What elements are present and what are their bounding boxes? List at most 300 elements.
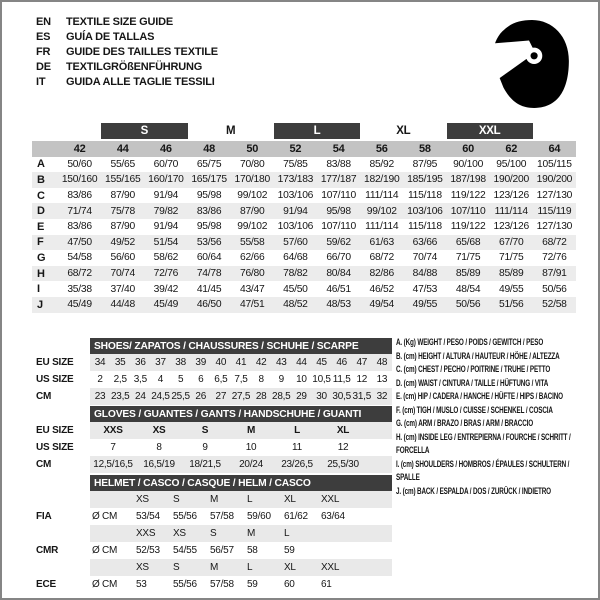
cell: GUIDA ALLE TAGLIE TESSILI [66,75,215,88]
cell: 66/70 [326,252,351,264]
helmet-icon [486,18,572,110]
helmet-fia-sizes-spacer [32,491,90,508]
row-label: C [37,189,45,202]
cell: Ø CM [92,511,118,522]
cell: 87/90 [110,190,135,202]
helmet-fia-row [32,508,392,525]
language-row-de [36,59,218,74]
cell: 41/45 [196,283,222,295]
gloves-table [32,406,392,473]
shoes-us-row [32,371,392,388]
cell: 45/49 [153,299,179,311]
cell: 187/198 [450,174,486,186]
cell: 3,5 [133,374,147,385]
cell: 23,5 [110,391,130,402]
cell: XL [336,425,350,436]
helmet-cmr-label: CMR [36,545,59,556]
cell: 150/160 [61,174,98,186]
language-row-en [36,14,218,29]
shoes-eu-values [90,354,392,371]
cell: 155/165 [105,174,141,186]
table-row-c [32,188,576,204]
cell: L [284,528,290,539]
gloves-eu-values [90,422,392,439]
row-label: F [37,236,44,249]
cell: 46 [160,142,172,155]
garment-size-table [32,123,576,313]
cell: 115/118 [407,221,442,233]
helmet-ece-sizes [90,559,392,576]
gloves-cm-row [32,456,392,473]
shoes-eu-label: EU SIZE [36,357,74,368]
cell: J. (cm) BACK / ESPALDA / DOS / ZURÜCK / INDIETRO [396,485,551,496]
cell: 6,5 [214,374,228,385]
cell: 31,5 [352,391,372,402]
row-label: E [37,220,45,233]
cell: 62/66 [239,252,265,264]
cell: 74/78 [196,268,222,280]
cell: 10 [296,374,307,385]
cell: 190/200 [493,174,529,186]
row-label: B [37,173,45,186]
cell: 68/72 [369,252,394,264]
table-row-h [32,266,576,282]
cell: 53/54 [136,511,160,522]
cell: 111/114 [365,190,399,202]
cell: 37 [155,357,166,368]
cell: 25,5/30 [327,459,359,470]
cell: 27,5 [231,391,251,402]
helmet-fia-sizes [90,491,392,508]
helmet-fia-values [90,508,392,525]
cell: 53 [136,579,147,590]
cell: 85/92 [369,158,394,170]
cell: 95/98 [196,190,222,202]
cell: 27 [215,391,227,402]
cell: 47 [356,357,368,368]
cell: 91/94 [153,190,179,202]
cell: 24,5 [151,391,170,402]
cell: 35 [114,357,126,368]
cell: L [294,425,300,436]
shoes-cm-values [90,388,392,405]
cell: 70/74 [110,268,135,280]
cell: 50 [246,142,259,155]
cell: 111/114 [365,221,399,233]
cell: 91/94 [153,221,179,233]
cell: F. (cm) TIGH / MUSLO / CUISSE / SCHENKEL / COSCIA [396,404,553,415]
cell: 91/94 [283,205,308,217]
cell: 40 [215,357,227,368]
cell: 54 [332,142,345,155]
size-group-m: M [225,125,236,137]
cell: EN [36,15,51,28]
shoes-table [32,338,392,405]
cell: XS [173,528,186,539]
size-group-l: L [274,123,360,139]
cell: 56/57 [210,545,234,556]
cell: 25,5 [171,391,190,402]
cell: 119/122 [450,190,486,202]
cell: 65/68 [455,236,481,248]
cell: 70/80 [239,158,265,170]
cell: 7,5 [234,374,248,385]
cell: 12 [356,374,368,385]
cell: 28,5 [272,391,291,402]
cell: GUIDE DES TAILLES TEXTILE [66,45,218,58]
gloves-cm-values [90,456,392,473]
row-label: D [37,205,45,218]
gloves-eu-row [32,422,392,439]
gloves-title: GLOVES / GUANTES / GANTS / HANDSCHUHE / GUANTI [90,406,392,422]
cell: 55/58 [239,236,265,248]
cell: 103/106 [277,221,314,233]
cell: 61/62 [284,511,308,522]
cell: 54/55 [173,545,197,556]
cell: 51/56 [498,299,524,311]
cell: 85/89 [455,268,481,280]
cell: 90/100 [453,158,484,170]
helmet-table [32,475,392,593]
cell: 190/200 [536,174,573,186]
cell: 83/88 [326,158,351,170]
cell: 6 [198,374,204,385]
cell: 16,5/19 [143,459,175,470]
cell: 20/24 [239,459,263,470]
cell: 26 [195,391,207,402]
language-header [36,14,218,89]
size-group-s: S [101,123,187,139]
cell: 5 [177,374,184,385]
gloves-eu-label: EU SIZE [36,425,74,436]
cell: 2,5 [113,374,127,385]
cell: 32 [376,391,388,402]
cell: 36 [135,357,146,368]
shoes-us-values [90,371,392,388]
cell: 48 [203,142,215,155]
cell: XS [152,425,166,436]
cell: 12 [337,442,349,453]
cell: 111/114 [494,205,528,217]
helmet-cmr-sizes-row [32,525,392,542]
helmet-cmr-values [90,542,392,559]
cell: 37/40 [110,283,135,295]
gloves-us-values [90,439,392,456]
cell: 47/53 [412,283,438,295]
cell: 9 [202,442,208,453]
cell: 46/50 [196,299,222,311]
table-row-f [32,235,576,251]
cell: 24 [135,391,146,402]
cell: 46/52 [369,283,394,295]
cell: 51/54 [153,236,179,248]
cell: 123/126 [493,221,529,233]
cell: 9 [278,374,284,385]
cell: 30 [316,391,327,402]
cell: 18/21,5 [189,459,221,470]
cell: 50/56 [455,299,481,311]
shoes-title: SHOES/ ZAPATOS / CHAUSSURES / SCHUHE / SCARPE [90,338,392,354]
cell: TEXTILGRÖßENFÜHRUNG [66,60,203,73]
cell: 127/130 [536,190,573,202]
cell: 44 [116,142,129,155]
cell: 99/102 [366,205,397,217]
row-label: I [37,283,40,296]
measurement-legend [396,336,583,498]
gloves-us-label: US SIZE [36,442,74,453]
cell: 173/183 [277,174,314,186]
cell: I. (cm) SHOULDERS / HOMBROS / ÉPAULES / SCHULTERN / SPALLE [396,458,570,482]
cell: 119/122 [450,221,486,233]
cell: 52 [289,142,302,155]
cell: 49/55 [412,299,438,311]
cell: 42 [255,357,267,368]
cell: M [246,425,256,436]
cell: 83/86 [67,221,92,233]
cell: XXS [103,425,123,436]
cell: 11 [292,442,302,453]
cell: 48/53 [326,299,351,311]
helmet-ece-row [32,576,392,593]
cell: 103/106 [407,205,443,217]
cell: E. (cm) HIP / CADERA / HANCHE / HÜFTE / HIPS / BACINO [396,391,563,401]
shoes-eu-row [32,354,392,371]
cell: 35/38 [67,283,92,295]
cell: 46 [336,357,347,368]
cell: 165/175 [191,174,227,186]
helmet-ece-values [90,576,392,593]
cell: 62 [505,142,518,155]
cell: 107/110 [321,190,356,202]
cell: 63/66 [412,236,438,248]
cell: 55/65 [110,158,135,170]
cell: 67/70 [498,236,524,248]
cell: DE [36,60,51,73]
cell: XL [284,562,296,573]
cell: 44 [296,357,307,368]
helmet-ece-label: ECE [36,579,56,590]
language-row-es [36,29,218,44]
cell: 177/187 [320,174,357,186]
cell: 60/70 [153,158,179,170]
cell: 59/60 [247,511,271,522]
table-row-d [32,203,576,219]
cell: S [210,528,217,539]
cell: 11,5 [332,374,351,385]
shoes-cm-label: CM [36,391,52,402]
cell: XS [136,562,149,573]
table-row-j [32,297,576,313]
row-label: J [37,298,43,311]
cell: 72/76 [153,268,179,280]
cell: Ø CM [92,579,118,590]
shoes-cm-row [32,388,392,405]
table-row-b [32,172,576,188]
cell: 38 [175,357,186,368]
cell: 55/56 [173,579,197,590]
cell: L [247,494,253,505]
cell: 47/51 [239,299,265,311]
cell: 23 [94,391,106,402]
helmet-title: HELMET / CASCO / CASQUE / HELM / CASCO [90,475,392,491]
cell: 57/58 [210,511,234,522]
helmet-ece-sizes-spacer [32,559,90,576]
cell: 49/54 [369,299,394,311]
cell: 95/100 [496,158,527,170]
cell: 99/102 [237,221,268,233]
cell: 39 [195,357,207,368]
cell: 99/102 [237,190,268,202]
cell: 95/98 [326,205,351,217]
cell: XXL [321,494,340,505]
cell: 63/64 [321,511,345,522]
table-row-e [32,219,576,235]
cell: 76/80 [239,268,265,280]
cell: 80/84 [326,268,351,280]
cell: C. (cm) CHEST / PECHO / POITRINE / TRUHE / PETTO [396,364,551,374]
helmet-cmr-sizes-spacer [32,525,90,542]
cell: XXL [321,562,340,573]
cell: M [210,494,219,505]
cell: 4 [157,374,164,385]
cell: 29 [296,391,307,402]
size-group-xl: XL [396,125,411,137]
cell: 54/58 [67,252,92,264]
cell: 75/78 [110,205,135,217]
cell: 58 [247,545,258,556]
cell: 84/88 [412,268,438,280]
cell: H. (cm) INSIDE LEG / ENTREPIERNA / FOURCHE / SCHRITT / FORCELLA [396,431,571,455]
cell: TEXTILE SIZE GUIDE [66,15,174,28]
cell: 48/52 [283,299,308,311]
cell: G. (cm) ARM / BRAZO / BRAS / ARM / BRACCIO [396,418,534,428]
cell: 83/86 [67,190,92,202]
cell: 170/180 [234,174,270,186]
cell: M [247,528,256,539]
cell: 43 [275,357,287,368]
cell: S [173,562,180,573]
table-row-a [32,157,576,173]
table-row-g [32,250,576,266]
cell: 50/60 [67,158,92,170]
cell: 8 [258,374,264,385]
cell: ES [36,30,51,43]
cell: 42 [73,142,86,155]
language-row-it [36,74,218,89]
gloves-us-row [32,439,392,456]
cell: 87/90 [110,221,135,233]
cell: 39/42 [153,283,179,295]
cell: 68/72 [67,268,92,280]
cell: XXS [136,528,156,539]
cell: 56 [375,142,388,155]
language-row-fr [36,44,218,59]
helmet-cmr-sizes [90,525,392,542]
cell: 52/53 [136,545,160,556]
cell: 107/110 [450,205,486,217]
cell: 48 [376,357,388,368]
cell: M [210,562,219,573]
cell: 87/95 [412,158,438,170]
cell: 10 [245,442,257,453]
cell: L [247,562,253,573]
cell: 72/76 [542,252,567,264]
cell: 182/190 [364,174,400,186]
cell: 83/86 [196,205,222,217]
cell: 75/85 [283,158,308,170]
size-group-header-row [32,123,576,139]
cell: 70/74 [412,252,438,264]
cell: 53/56 [196,236,222,248]
cell: 45/50 [283,283,308,295]
cell: 34 [94,357,106,368]
cell: 105/115 [537,158,572,170]
cell: 58 [419,142,431,155]
cell: 2 [97,374,103,385]
cell: 47/50 [67,236,92,248]
cell: 10,5 [312,374,331,385]
cell: 7 [110,442,116,453]
cell: 71/74 [67,205,92,217]
cell: 58/62 [153,252,179,264]
cell: S [173,494,180,505]
helmet-cmr-row [32,542,392,559]
cell: 123/126 [493,190,529,202]
cell: 65/75 [196,158,222,170]
cell: 44/48 [110,299,135,311]
cell: 23/26,5 [281,459,313,470]
table-row-i [32,281,576,297]
cell: 50/56 [542,283,567,295]
cell: 87/91 [542,268,567,280]
cell: 52/58 [542,299,567,311]
cell: A. (Kg) WEIGHT / PESO / POIDS / GEWITCH / PESO [396,337,544,347]
cell: 12,5/16,5 [93,459,133,470]
row-label: A [37,158,45,171]
cell: 78/82 [283,268,308,280]
cell: S [201,425,209,436]
cell: 79/82 [153,205,179,217]
cell: 60 [284,579,295,590]
cell: 46/51 [326,283,351,295]
cell: 60 [462,142,474,155]
cell: 56/60 [110,252,135,264]
cell: 43/47 [239,283,265,295]
cell: 87/90 [239,205,265,217]
row-label: G [37,251,46,264]
cell: 49/52 [110,236,135,248]
cell: 60/64 [196,252,222,264]
cell: 57/60 [283,236,308,248]
cell: 41 [235,357,247,368]
cell: 68/72 [542,236,567,248]
cell: 45 [316,357,327,368]
cell: XL [284,494,296,505]
cell: 85/89 [498,268,524,280]
cell: B. (cm) HEIGHT / ALTURA / HAUTEUR / HÖHE / ALTEZZA [396,350,560,361]
cell: IT [36,75,46,88]
cell: 59 [284,545,295,556]
cell: 59 [247,579,258,590]
cell: Ø CM [92,545,118,556]
cell: 55/56 [173,511,197,522]
size-number-row [32,141,576,157]
cell: D. (cm) WAIST / CINTURA / TAILLE / HÜFTUNG / VITA [396,377,549,388]
cell: 13 [376,374,388,385]
cell: 57/58 [210,579,234,590]
cell: 95/98 [196,221,222,233]
cell: 103/106 [277,190,314,202]
